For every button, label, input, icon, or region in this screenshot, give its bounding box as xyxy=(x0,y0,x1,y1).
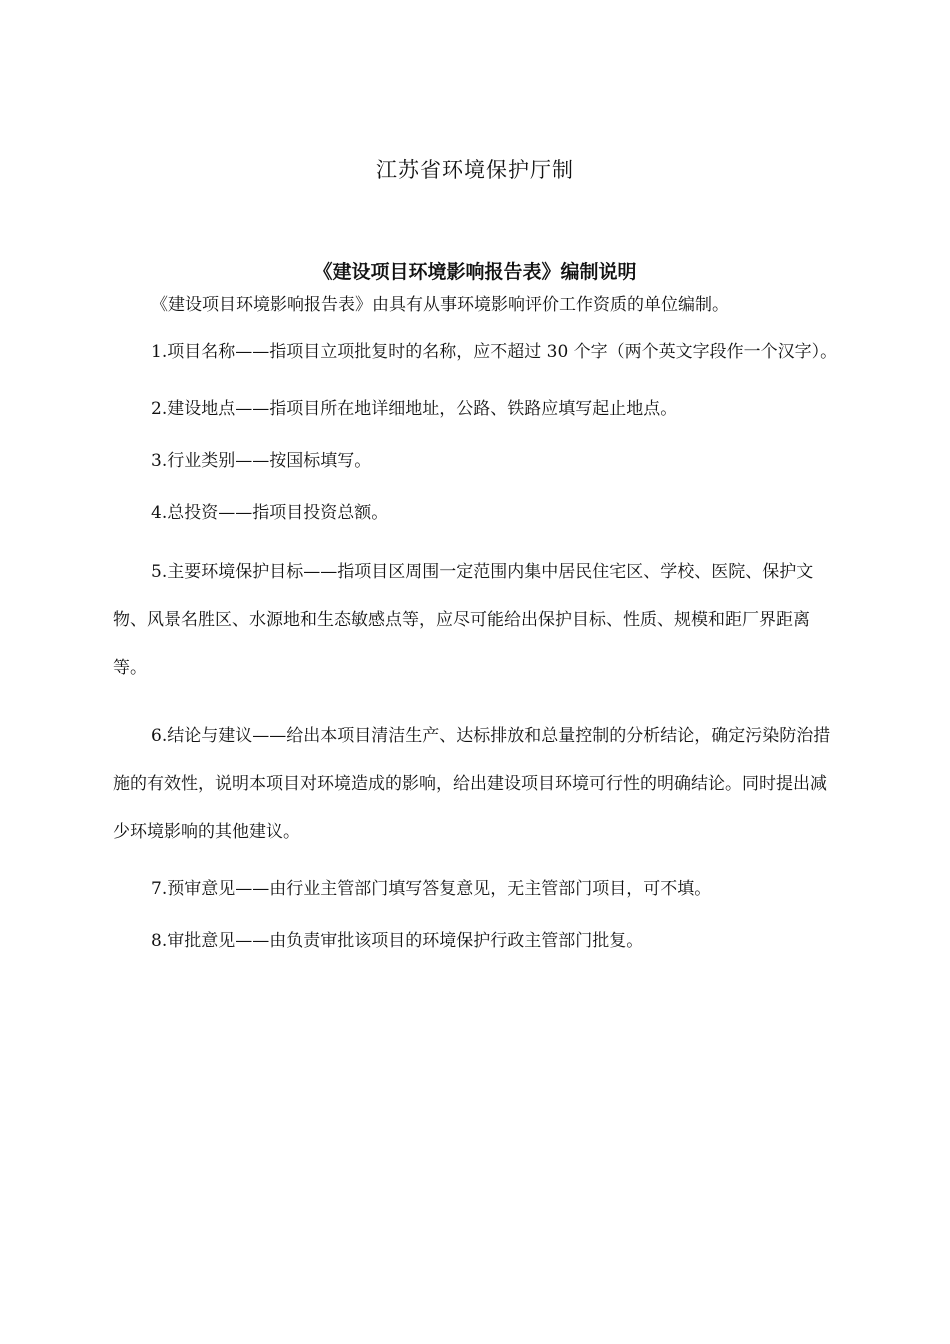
issuer-line: 江苏省环境保护厅制 xyxy=(376,158,574,182)
instruction-item-8: 8.审批意见——由负责审批该项目的环境保护行政主管部门批复。 xyxy=(151,931,644,951)
instruction-item-3: 3.行业类别——按国标填写。 xyxy=(151,451,372,471)
instruction-item-2: 2.建设地点——指项目所在地详细地址，公路、铁路应填写起止地点。 xyxy=(151,399,678,419)
intro-paragraph: 《建设项目环境影响报告表》由具有从事环境影响评价工作资质的单位编制。 xyxy=(151,295,729,315)
instruction-item-7: 7.预审意见——由行业主管部门填写答复意见，无主管部门项目，可不填。 xyxy=(151,879,712,899)
instructions-title: 《建设项目环境影响报告表》编制说明 xyxy=(313,261,637,283)
instruction-item-5: 5.主要环境保护目标——指项目区周围一定范围内集中居民住宅区、学校、医院、保护文物、风景名胜区、水源地和生态敏感点等，应尽可能给出保护目标、性质、规模和距厂界距离等。 xyxy=(113,562,814,678)
instructions-body xyxy=(113,292,838,974)
instruction-item-1: 1.项目名称——指项目立项批复时的名称，应不超过 30 个字（两个英文字段作一个汉字）。 xyxy=(151,342,838,362)
instruction-item-4: 4.总投资——指项目投资总额。 xyxy=(151,503,389,523)
instruction-item-6: 6.结论与建议——给出本项目清洁生产、达标排放和总量控制的分析结论，确定污染防治措施的有效性，说明本项目对环境造成的影响，给出建设项目环境可行性的明确结论。同时提出减少环境影响的其他建议。 xyxy=(113,726,831,842)
